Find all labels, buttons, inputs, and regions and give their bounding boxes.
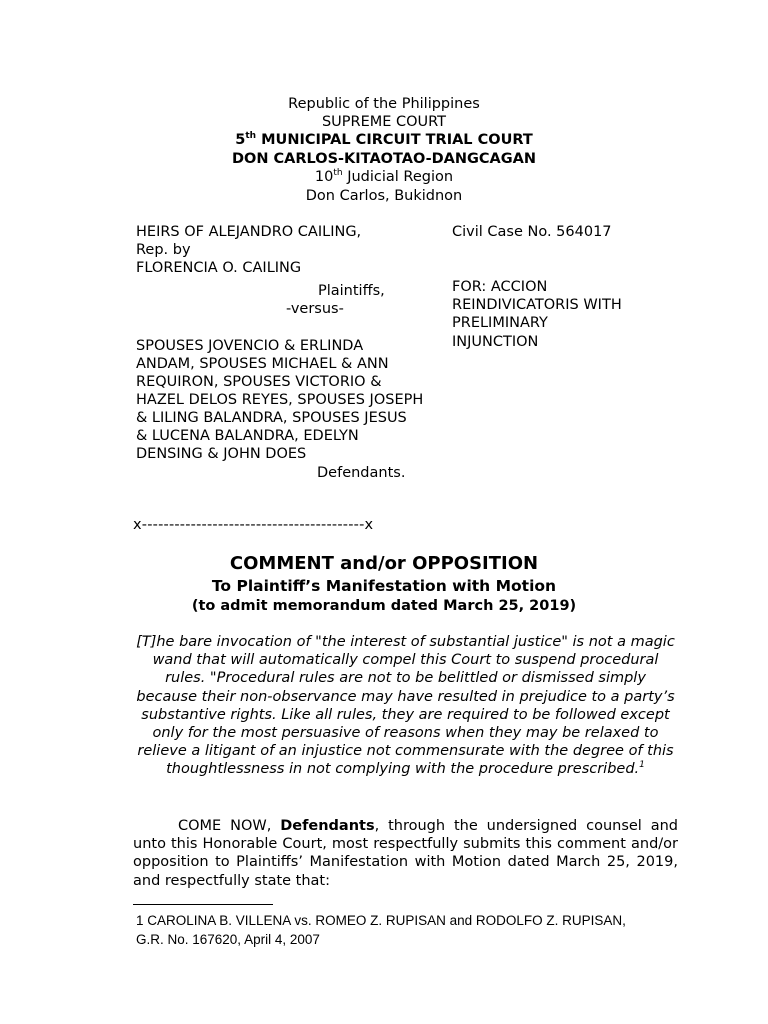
caption-separator: x-----------------------------------------x: [133, 517, 374, 533]
opening-paragraph: COME NOW, Defendants, through the undersigned counsel and unto this Honorable Court, most respectfully submits this comment and/or opposition to Plaintiffs’ Manifestation with Motion dated March 25, 2019, and respectfully state that:: [133, 818, 678, 889]
case-type-line: PRELIMINARY: [452, 315, 548, 331]
defendants-label: Defendants.: [317, 465, 406, 481]
defendant-line: ANDAM, SPOUSES MICHAEL & ANN: [136, 356, 389, 372]
defendant-line: DENSING & JOHN DOES: [136, 446, 307, 462]
court-name: DON CARLOS-KITAOTAO-DANGCAGAN: [231, 151, 537, 167]
plaintiff-line: HEIRS OF ALEJANDRO CAILING,: [136, 224, 362, 240]
document-title: COMMENT and/or OPPOSITION: [229, 553, 539, 574]
versus-label: -versus-: [286, 301, 344, 317]
epigraph-quote: [133, 633, 678, 779]
case-number: Civil Case No. 564017: [452, 224, 612, 240]
document-subtitle: To Plaintiff’s Manifestation with Motion: [211, 577, 557, 595]
country-heading: Republic of the Philippines: [288, 96, 480, 112]
case-type-line: FOR: ACCION: [452, 279, 548, 295]
defendant-line: SPOUSES JOVENCIO & ERLINDA: [136, 338, 364, 354]
plaintiff-line: FLORENCIA O. CAILING: [136, 260, 302, 276]
quote-text: [T]he bare invocation of "the interest of substantial justice" is not a magic wand that will automatically compel this Court to suspend procedural rules. "Procedural rules are not to be belittled or dismissed simply because their non-observance may have resulted in prejudice to a party’s substantive rights. Like all rules, they are required to be followed except only for the most persuasive of reasons when they may be relaxed to relieve a litigant of an injustice not commensurate with the degree of this thoughtlessness in not complying with the procedure prescribed.: [136, 634, 675, 778]
defendant-line: HAZEL DELOS REYES, SPOUSES JOSEPH: [136, 392, 424, 408]
defendant-line: & LILING BALANDRA, SPOUSES JESUS: [136, 410, 407, 426]
defendant-line: & LUCENA BALANDRA, EDELYN: [136, 428, 359, 444]
court-location: Don Carlos, Bukidnon: [305, 188, 463, 204]
defendant-line: REQUIRON, SPOUSES VICTORIO &: [136, 374, 382, 390]
court-heading: SUPREME COURT: [321, 114, 447, 130]
trial-court-heading: 5th MUNICIPAL CIRCUIT TRIAL COURT: [235, 131, 533, 148]
footnote-reference: 1: [639, 760, 645, 771]
judicial-region: 10th Judicial Region: [314, 168, 454, 185]
plaintiffs-label: Plaintiffs,: [318, 283, 385, 299]
document-subtitle-date: (to admit memorandum dated March 25, 2019): [191, 598, 577, 614]
plaintiff-line: Rep. by: [136, 242, 191, 258]
case-type-line: INJUNCTION: [452, 334, 539, 350]
footnote-rule: [133, 904, 273, 905]
party-name: Defendants: [280, 818, 375, 834]
case-type-line: REINDIVICATORIS WITH: [452, 297, 622, 313]
footnote: 1 CAROLINA B. VILLENA vs. ROMEO Z. RUPISAN and RODOLFO Z. RUPISAN, G.R. No. 167620, April 4, 2007: [136, 913, 626, 947]
